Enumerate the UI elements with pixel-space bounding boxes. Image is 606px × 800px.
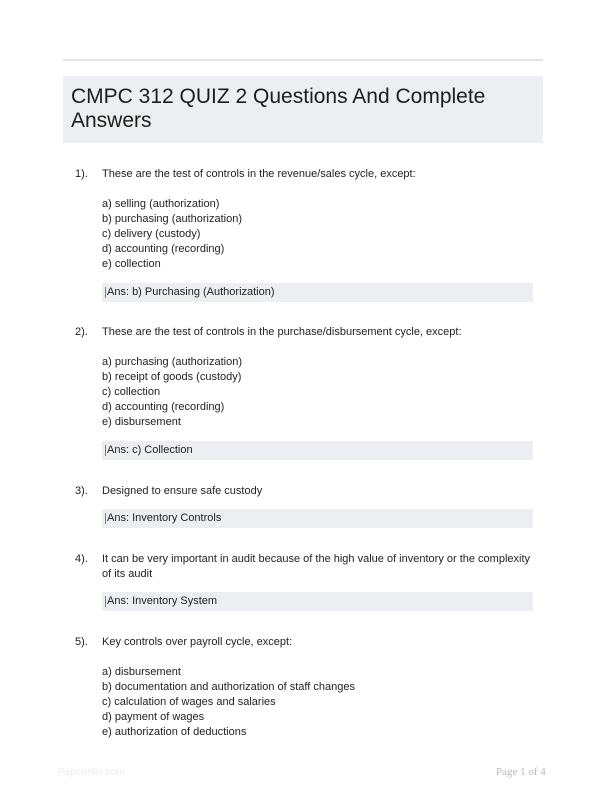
options-list (102, 665, 355, 740)
question-text: Key controls over payroll cycle, except: (102, 636, 293, 648)
option-a: a) selling (authorization) (102, 198, 220, 210)
question-text: These are the test of controls in the revenue/sales cycle, except: (102, 168, 416, 180)
options-list (102, 355, 242, 430)
answer-box (102, 441, 533, 460)
answer-text: Ans: b) Purchasing (Authorization) (107, 286, 275, 298)
option-b: b) purchasing (authorization) (102, 213, 243, 225)
option-a: a) disbursement (102, 666, 181, 678)
option-c: c) delivery (custody) (102, 228, 201, 240)
option-e: e) authorization of deductions (102, 726, 247, 738)
question-number: 5). (75, 636, 88, 648)
question-number: 1). (75, 168, 88, 180)
option-d: d) payment of wages (102, 711, 205, 723)
question-text: These are the test of controls in the purchase/disbursement cycle, except: (102, 326, 462, 338)
option-e: e) disbursement (102, 416, 181, 428)
question-number: 3). (75, 485, 88, 497)
answer-text: Ans: Inventory System (107, 595, 218, 607)
page-indicator: Page 1 of 4 (496, 766, 546, 778)
option-a: a) purchasing (authorization) (102, 356, 243, 368)
option-c: c) collection (102, 386, 161, 398)
option-b: b) receipt of goods (custody) (102, 371, 242, 383)
answer-box (102, 509, 533, 528)
option-b: b) documentation and authorization of staff changes (102, 681, 355, 693)
option-c: c) calculation of wages and salaries (102, 696, 276, 708)
document-title: CMPC 312 QUIZ 2 Questions And Complete Answers (71, 85, 486, 132)
answer-text: Ans: Inventory Controls (107, 512, 222, 524)
question-number: 4). (75, 553, 88, 565)
answer-box (102, 283, 533, 302)
option-d: d) accounting (recording) (102, 243, 225, 255)
question-number: 2). (75, 326, 88, 338)
option-d: d) accounting (recording) (102, 401, 225, 413)
title-banner (63, 76, 543, 143)
answer-box (102, 592, 533, 611)
question-text: Designed to ensure safe custody (102, 485, 263, 497)
answer-text: Ans: c) Collection (107, 444, 193, 456)
top-divider (63, 59, 543, 61)
option-e: e) collection (102, 258, 161, 270)
question-text: It can be very important in audit because of the high value of inventory or the complexity of its audit (102, 553, 531, 580)
options-list (102, 197, 242, 272)
footer-watermark: Papertrilio.com (58, 767, 125, 778)
